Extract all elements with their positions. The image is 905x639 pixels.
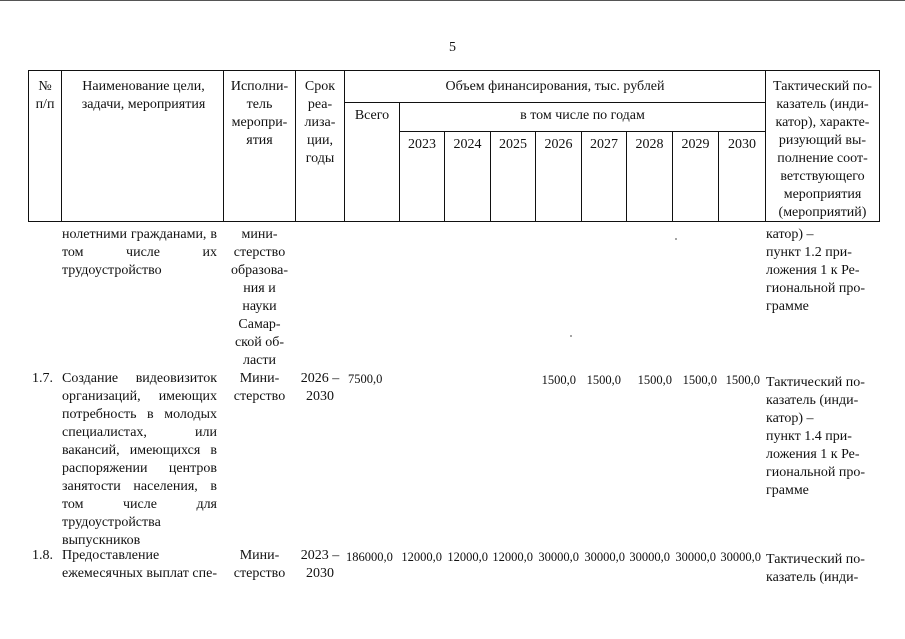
row-year-value: 30000,0 — [584, 550, 625, 564]
col-header-name: Наименование цели, задачи, мероприятия — [81, 79, 206, 112]
col-header-year: 2025 — [499, 137, 527, 152]
row-term: 2026 – 2030 — [300, 371, 340, 404]
page-number: 5 — [449, 40, 456, 55]
row-year-value: 1500,0 — [682, 373, 717, 387]
row-year-value: 12000,0 — [447, 550, 488, 564]
row-year-value: 1500,0 — [541, 373, 576, 387]
header-hline — [344, 102, 765, 103]
row-year-value: 12000,0 — [401, 550, 442, 564]
col-header-year: 2023 — [408, 137, 436, 152]
col-header-by-years: в том числе по годам — [520, 108, 645, 123]
cont-row-executor: мини- стерство образова- ния и науки Самар- ской об- ласти — [230, 227, 289, 368]
row-executor: Мини- стерство — [233, 548, 286, 581]
row-year-value: 30000,0 — [675, 550, 716, 564]
col-header-year: 2027 — [590, 137, 618, 152]
scan-speck — [675, 238, 677, 240]
col-header-year: 2029 — [681, 137, 710, 152]
col-header-year: 2024 — [453, 137, 482, 152]
table-header — [28, 70, 880, 222]
row-indicator: Тактический по- казатель (инди- катор) – пункт 1.4 при- ложения 1 к Ре- гиональной про- грамме — [766, 375, 866, 498]
row-executor: Мини- стерство — [233, 371, 286, 404]
col-header-funding: Объем финансирования, тыс. рублей — [445, 79, 665, 94]
row-name: Создание видеовизиток организаций, имеющих потребность в молодых специалистах, или вакансий, имеющихся в распоряжении центров занятости населения, в том числе для трудоустройства выпускников — [62, 371, 217, 548]
header-bottom-line — [28, 221, 880, 222]
col-header-total: Всего — [354, 108, 390, 123]
col-header-year: 2028 — [635, 137, 664, 152]
header-top-line — [28, 70, 880, 71]
row-year-value: 1500,0 — [586, 373, 621, 387]
cont-row-name: нолетними гражданами, в том числе их трудоустройство — [62, 227, 217, 278]
row-year-value: 30000,0 — [538, 550, 579, 564]
row-year-value: 30000,0 — [720, 550, 761, 564]
row-indicator: Тактический по- казатель (инди- — [766, 552, 865, 585]
row-total: 7500,0 — [348, 372, 383, 386]
col-header-executor: Исполни- тель меропри- ятия — [230, 79, 289, 148]
cont-row-indicator: катор) – пункт 1.2 при- ложения 1 к Ре- гиональной про- грамме — [766, 227, 866, 314]
row-year-value: 30000,0 — [629, 550, 670, 564]
col-header-num: № п/п — [35, 79, 55, 112]
row-year-value: 12000,0 — [492, 550, 533, 564]
col-header-indicator: Тактический по- казатель (инди- катор), характе- ризующий вы- полнение соот- ветствующего мероприятия (мероприятий) — [773, 79, 872, 220]
row-num: 1.8. — [32, 548, 53, 563]
row-year-value: 1500,0 — [725, 373, 760, 387]
row-term: 2023 – 2030 — [300, 548, 340, 581]
header-vline — [61, 70, 62, 222]
header-hline — [399, 131, 765, 132]
row-total: 186000,0 — [346, 550, 393, 564]
scan-speck — [570, 335, 572, 337]
header-vline — [879, 70, 880, 222]
row-name: Предоставление ежемесячных выплат спе- — [62, 548, 217, 581]
col-header-year: 2030 — [728, 137, 756, 152]
row-num: 1.7. — [32, 371, 53, 386]
row-year-value: 1500,0 — [637, 373, 672, 387]
page-top-border — [0, 0, 905, 1]
col-header-term: Срок реа- лиза- ции, годы — [304, 79, 336, 166]
col-header-year: 2026 — [544, 137, 573, 152]
